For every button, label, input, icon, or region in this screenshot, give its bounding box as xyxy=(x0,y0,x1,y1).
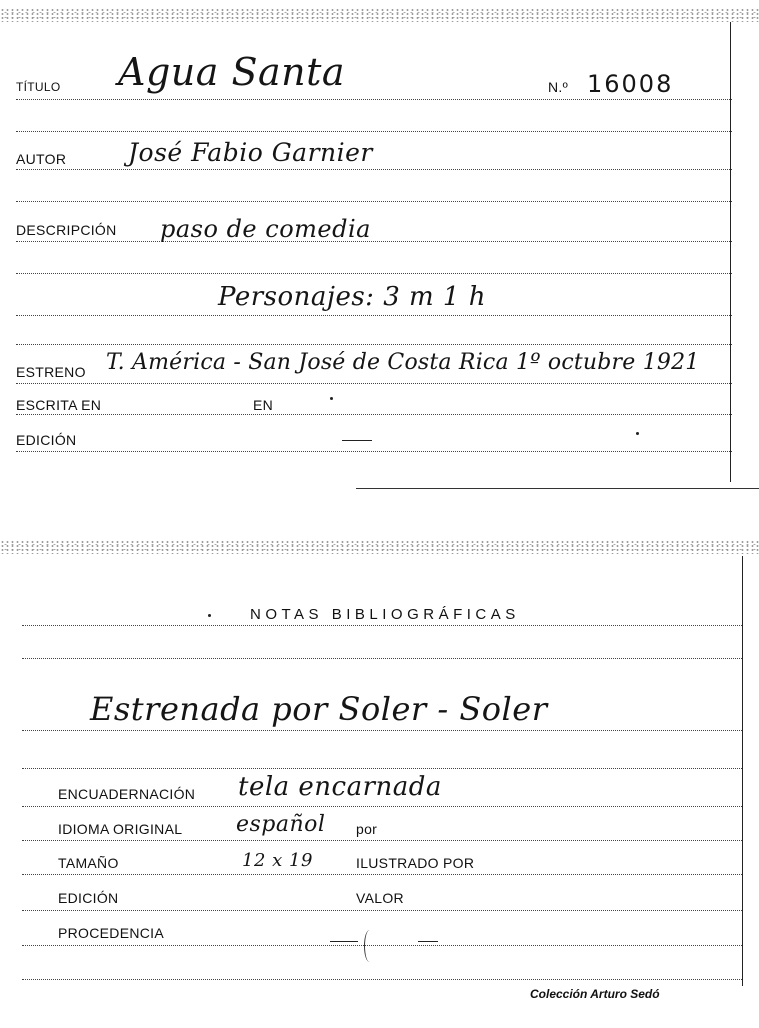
idioma-label: IDIOMA ORIGINAL xyxy=(58,821,183,837)
tamano-label: TAMAÑO xyxy=(58,855,119,871)
escrita-en-en-label: EN xyxy=(253,397,274,413)
collection-footer: Colección Arturo Sedó xyxy=(530,987,660,1001)
ruled-line xyxy=(16,131,732,132)
autor-value: José Fabio Garnier xyxy=(128,138,373,167)
pen-mark xyxy=(418,941,438,942)
descripcion-line xyxy=(16,241,732,242)
procedencia-label: PROCEDENCIA xyxy=(58,925,164,941)
edicion-bottom-line xyxy=(22,910,742,911)
scan-speckle-top xyxy=(0,8,759,22)
edicion-bottom-label: EDICIÓN xyxy=(58,890,119,906)
titulo-line xyxy=(16,99,732,100)
edicion-label: EDICIÓN xyxy=(16,432,77,448)
pen-mark xyxy=(342,440,372,441)
estreno-line xyxy=(16,383,732,384)
pen-mark xyxy=(330,941,358,942)
titulo-label: TÍTULO xyxy=(16,80,61,94)
personajes-value: Personajes: 3 m 1 h xyxy=(218,282,486,312)
notas-line xyxy=(22,625,742,626)
idioma-value: español xyxy=(236,812,326,837)
escrita-en-label: ESCRITA EN xyxy=(16,397,102,413)
pen-dot xyxy=(208,614,211,617)
nota-line xyxy=(22,730,742,731)
tamano-line xyxy=(22,874,742,875)
ruled-line xyxy=(22,658,742,659)
edicion-line xyxy=(16,451,732,452)
valor-label: VALOR xyxy=(356,890,404,906)
pen-dot xyxy=(636,432,639,435)
personajes-line xyxy=(16,315,732,316)
numero-value: 16008 xyxy=(587,70,674,98)
ruled-line xyxy=(16,201,732,202)
ruled-line xyxy=(22,979,742,980)
card-top-right-edge xyxy=(730,22,731,482)
idioma-line xyxy=(22,840,742,841)
descripcion-label: DESCRIPCIÓN xyxy=(16,222,117,238)
pen-dot xyxy=(330,397,333,400)
estreno-label: ESTRENO xyxy=(16,364,86,380)
card-top-bottom-edge xyxy=(356,488,759,489)
procedencia-line xyxy=(22,945,742,946)
pen-bracket xyxy=(364,930,375,962)
idioma-por-label: por xyxy=(356,821,378,837)
scan-speckle-bottom xyxy=(0,540,759,554)
autor-line xyxy=(16,169,732,170)
ruled-line xyxy=(16,273,732,274)
tamano-ilustrado-label: ILUSTRADO POR xyxy=(356,855,475,871)
tamano-value: 12 x 19 xyxy=(242,850,313,871)
autor-label: AUTOR xyxy=(16,151,67,167)
numero-label: N.º xyxy=(548,79,569,95)
card-bottom-right-edge xyxy=(742,556,743,986)
notas-heading: NOTAS BIBLIOGRÁFICAS xyxy=(250,606,520,623)
encuadernacion-line xyxy=(22,806,742,807)
encuadernacion-value: tela encarnada xyxy=(238,772,442,802)
ruled-line xyxy=(22,768,742,769)
escrita-en-line xyxy=(16,414,732,415)
ruled-line xyxy=(16,344,732,345)
descripcion-value: paso de comedia xyxy=(160,215,371,243)
nota-value: Estrenada por Soler - Soler xyxy=(90,690,548,728)
estreno-value: T. América - San José de Costa Rica 1º octubre 1921 xyxy=(106,350,700,375)
encuadernacion-label: ENCUADERNACIÓN xyxy=(58,786,196,802)
titulo-value: Agua Santa xyxy=(118,50,346,94)
